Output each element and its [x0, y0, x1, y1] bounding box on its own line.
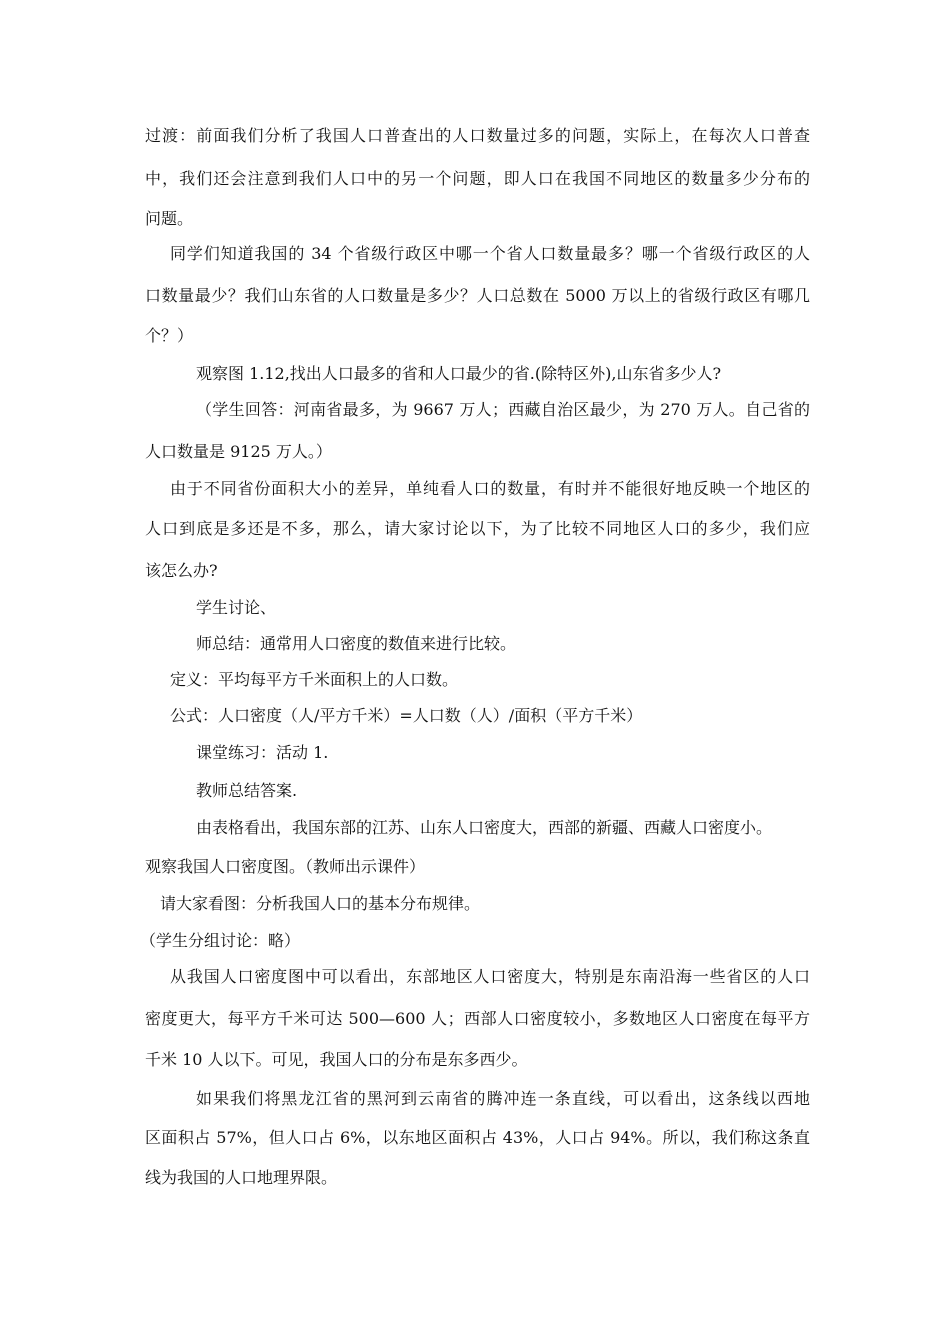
paragraph-line: 从我国人口密度图中可以看出，东部地区人口密度大，特别是东南沿海一些省区的人口 — [170, 967, 810, 986]
paragraph-line: （学生回答：河南省最多，为 9667 万人；西藏自治区最少，为 270 万人。自己省的 — [196, 400, 810, 419]
paragraph-line: 中，我们还会注意到我们人口中的另一个问题，即人口在我国不同地区的数量多少分布的 — [145, 169, 810, 188]
paragraph-line: 学生讨论、 — [196, 598, 277, 617]
paragraph-line: 密度更大，每平方千米可达 500—600 人；西部人口密度较小，多数地区人口密度在每平方 — [145, 1009, 810, 1028]
paragraph-line: 人口到底是多还是不多，那么，请大家讨论以下，为了比较不同地区人口的多少，我们应 — [145, 519, 810, 538]
paragraph-line: 观察我国人口密度图。（教师出示课件） — [145, 857, 426, 876]
paragraph-line: 问题。 — [145, 209, 194, 228]
paragraph-line: 线为我国的人口地理界限。 — [145, 1168, 338, 1187]
paragraph-line: 同学们知道我国的 34 个省级行政区中哪一个省人口数量最多？哪一个省级行政区的人 — [170, 244, 810, 263]
paragraph-line: 口数量最少？我们山东省的人口数量是多少？人口总数在 5000 万以上的省级行政区有哪几 — [145, 286, 810, 305]
paragraph-line: 请大家看图：分析我国人口的基本分布规律。 — [160, 894, 481, 913]
paragraph-line: 如果我们将黑龙江省的黑河到云南省的腾冲连一条直线，可以看出，这条线以西地 — [196, 1089, 810, 1108]
paragraph-line: 人口数量是 9125 万人。） — [145, 442, 332, 461]
paragraph-line: 教师总结答案. — [196, 781, 298, 800]
paragraph-line: 千米 10 人以下。可见，我国人口的分布是东多西少。 — [145, 1050, 528, 1069]
paragraph-line: （学生分组讨论：略） — [140, 931, 301, 950]
paragraph-line: 师总结：通常用人口密度的数值来进行比较。 — [196, 634, 517, 653]
paragraph-line: 公式：人口密度（人/平方千米）=人口数（人）/面积（平方千米） — [170, 706, 643, 725]
paragraph-line: 由于不同省份面积大小的差异，单纯看人口的数量，有时并不能很好地反映一个地区的 — [170, 479, 810, 498]
paragraph-line: 区面积占 57%，但人口占 6%，以东地区面积占 43%，人口占 94%。所以，我们称这条直 — [145, 1128, 810, 1147]
paragraph-line: 课堂练习：活动 1. — [196, 743, 329, 762]
paragraph-line: 观察图 1.12,找出人口最多的省和人口最少的省.(除特区外),山东省多少人? — [196, 364, 722, 383]
paragraph-line: 该怎么办? — [145, 561, 218, 580]
paragraph-line: 个？） — [145, 326, 194, 345]
paragraph-line: 由表格看出，我国东部的江苏、山东人口密度大，西部的新疆、西藏人口密度小。 — [196, 818, 773, 837]
paragraph-line: 定义：平均每平方千米面积上的人口数。 — [170, 670, 459, 689]
paragraph-line: 过渡：前面我们分析了我国人口普查出的人口数量过多的问题，实际上，在每次人口普查 — [145, 126, 810, 145]
